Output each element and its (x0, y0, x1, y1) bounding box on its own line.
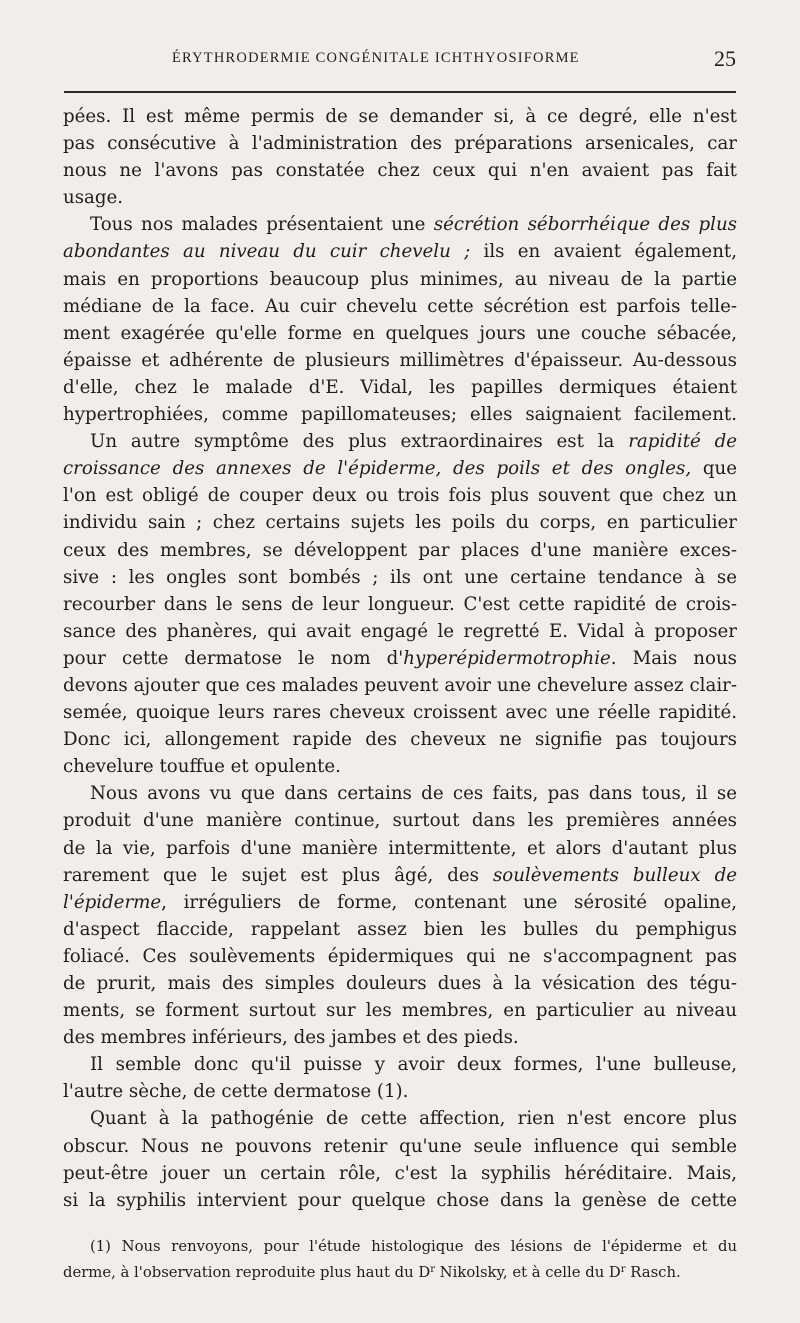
text-line: Donc ici, allongement rapide des cheveux ne signifie pas toujours (63, 729, 737, 751)
text-run: pour cette dermatose le nom d' (63, 647, 404, 669)
footnote-line-1: (1) Nous renvoyons, pour l'étude histologique des lésions de l'épiderme et du (90, 1238, 737, 1255)
page-number: 25 (714, 46, 736, 71)
text-line: pées. Il est même permis de se demander si, à ce degré, elle n'est (63, 106, 737, 127)
footnote-superscript: r (430, 1264, 435, 1275)
text-line: hypertrophiées, comme papillomateuses; elles saignaient facilement. (63, 404, 737, 426)
footnote-text: Rasch. (625, 1264, 681, 1281)
text-line (63, 211, 737, 238)
text-run: que (691, 458, 737, 480)
italic-text: abondantes au niveau du cuir chevelu ; (63, 241, 471, 263)
text-run: , irréguliers de forme, contenant une sérosité opaline, (161, 891, 737, 913)
text-line: usage. (63, 187, 124, 209)
text-line: ceux des membres, se développent par places d'une manière exces- (63, 539, 737, 561)
text-line: devons ajouter que ces malades peuvent avoir une chevelure assez clair- (63, 674, 737, 696)
footnote-text: derme, à l'observation reproduite plus haut du D (63, 1264, 431, 1281)
text-line: Quant à la pathogénie de cette affection, rien n'est encore plus (90, 1108, 737, 1130)
text-line: semée, quoique leurs rares cheveux croissent avec une réelle rapidité. (63, 702, 737, 724)
text-line: individu sain ; chez certains sujets les poils du corps, en particulier (63, 512, 737, 534)
text-line: peut-être jouer un certain rôle, c'est la syphilis héréditaire. Mais, (63, 1162, 737, 1184)
footnote-line-2 (63, 1258, 737, 1281)
text-line: épaisse et adhérente de plusieurs millimètres d'épaisseur. Au-dessous (63, 349, 737, 371)
text-line: l'autre sèche, de cette dermatose (1). (63, 1081, 409, 1103)
running-title: ÉRYTHRODERMIE CONGÉNITALE ICHTHYOSIFORME (172, 50, 580, 66)
text-line: nous ne l'avons pas constatée chez ceux qui n'en avaient pas fait (63, 160, 737, 182)
body-text (63, 103, 737, 1214)
text-line (63, 862, 737, 889)
text-run: . Mais nous (610, 647, 737, 669)
text-line (63, 889, 737, 916)
text-line: d'elle, chez le malade d'E. Vidal, les papilles dermiques étaient (63, 376, 737, 398)
text-run: Tous nos malades présentaient une (90, 214, 434, 236)
text-line (63, 238, 737, 265)
text-run: Un autre symptôme des plus extraordinaires est la (90, 431, 629, 453)
footnote-superscript: r (620, 1264, 626, 1275)
text-line: chevelure touffue et opulente. (63, 756, 341, 778)
text-line: mais en proportions beaucoup plus minimes, au niveau de la partie (63, 268, 737, 290)
text-line: d'aspect flaccide, rappelant assez bien les bulles du pemphigus (63, 918, 737, 940)
page-header (62, 48, 736, 74)
text-line: Nous avons vu que dans certains de ces faits, pas dans tous, il se (90, 783, 737, 805)
italic-text: rapidité de (628, 431, 737, 453)
text-line: ment exagérée qu'elle forme en quelques jours une couche sébacée, (63, 322, 737, 344)
italic-text: l'épiderme (63, 891, 162, 913)
text-line: sance des phanères, qui avait engagé le regretté E. Vidal à proposer (63, 620, 737, 642)
text-line: l'on est obligé de couper deux ou trois fois plus souvent que chez un (63, 485, 737, 507)
text-line (63, 428, 737, 455)
text-line: médiane de la face. Au cuir chevelu cette sécrétion est parfois telle- (63, 295, 737, 317)
italic-text: hyperépidermotrophie (403, 647, 611, 669)
text-line: obscur. Nous ne pouvons retenir qu'une seule influence qui semble (63, 1135, 737, 1157)
text-line (63, 645, 737, 672)
text-line (63, 455, 737, 482)
italic-text: sécrétion séborrhéique des plus (433, 214, 738, 236)
text-line: pas consécutive à l'administration des préparations arsenicales, car (63, 133, 737, 155)
text-line: produit d'une manière continue, surtout dans les premières années (63, 810, 737, 832)
footnote (63, 1235, 737, 1281)
text-line: recourber dans le sens de leur longueur. C'est cette rapidité de crois- (63, 593, 737, 615)
text-run: ils en avaient également, (470, 241, 737, 263)
text-run: rarement que le sujet est plus âgé, des (63, 864, 493, 886)
text-line: de prurit, mais des simples douleurs dues à la vésication des tégu- (63, 973, 737, 994)
text-line: des membres inférieurs, des jambes et des pieds. (63, 1027, 519, 1049)
text-line: foliacé. Ces soulèvements épidermiques qui ne s'accompagnent pas (63, 945, 737, 967)
text-line: ments, se forment surtout sur les membres, en particulier au niveau (63, 1000, 737, 1022)
text-line: Il semble donc qu'il puisse y avoir deux formes, l'une bulleuse, (90, 1054, 737, 1076)
text-line: si la syphilis intervient pour quelque chose dans la genèse de cette (63, 1189, 737, 1211)
header-rule (64, 91, 736, 93)
text-line: sive : les ongles sont bombés ; ils ont une certaine tendance à se (63, 566, 737, 588)
footnote-text: Nikolsky, et à celle du D (434, 1264, 621, 1281)
italic-text: croissance des annexes de l'épiderme, des poils et des ongles, (63, 458, 692, 480)
italic-text: soulèvements bulleux de (492, 864, 737, 886)
text-line: de la vie, parfois d'une manière intermittente, et alors d'autant plus (63, 837, 737, 859)
